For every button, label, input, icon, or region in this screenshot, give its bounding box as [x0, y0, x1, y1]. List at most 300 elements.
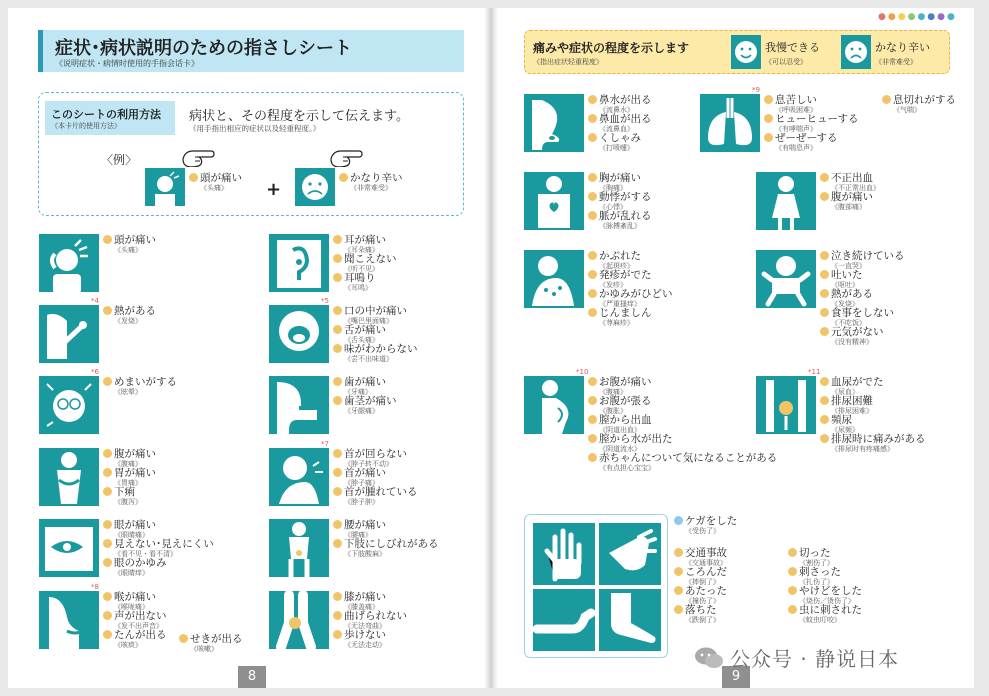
symptom-ja-text: 動悸がする — [599, 191, 652, 203]
bullet-dot-icon — [333, 630, 342, 639]
example-head-icon — [145, 168, 185, 206]
symptom-item — [333, 487, 418, 506]
usage-text: 病状と、その程度を示して伝えます。 — [189, 109, 409, 124]
symptom-ja — [103, 377, 177, 388]
symptom-list-throat-extra — [179, 634, 243, 653]
color-dots: ●●●●●●●● — [878, 12, 957, 22]
symptom-zh: 《起斑疹》 — [599, 262, 634, 270]
symptom-ja-text: 下肢にしびれがある — [344, 538, 439, 550]
symptom-ja-text: 排尿困難 — [831, 395, 873, 407]
symptom-item — [588, 377, 777, 396]
symptom-ja — [333, 325, 418, 336]
rash-icon — [524, 250, 584, 308]
bullet-dot-icon — [588, 289, 597, 298]
symptom-zh: 《荨麻疹》 — [599, 319, 634, 327]
symptom-ja — [820, 251, 905, 262]
usage-text-zh: 《用手指出相应的症状以及轻重程度。》 — [189, 124, 321, 133]
symptom-list-throat — [103, 592, 167, 649]
symptom-item — [674, 548, 727, 567]
example-symptom-zh: 《头痛》 — [200, 184, 228, 192]
knee-icon — [269, 591, 329, 649]
symptom-ja — [333, 520, 439, 531]
symptom-ja-text: 息苦しい — [775, 94, 817, 106]
symptom-item — [333, 273, 397, 292]
symptom-zh: 《头痛》 — [114, 246, 142, 254]
page-title: 症状･病状説明のための指さしシート — [55, 38, 352, 59]
symptom-item — [588, 434, 777, 453]
symptom-ja-text: 歯茎が痛い — [344, 395, 397, 407]
symptom-zh: 《流鼻血》 — [599, 125, 634, 133]
bullet-dot-icon — [674, 586, 683, 595]
footnote-mark: *8 — [91, 583, 99, 591]
symptom-ja — [674, 586, 727, 597]
symptom-item — [333, 396, 397, 415]
symptom-ja-text: 血尿がでた — [831, 376, 884, 388]
symptom-zh: 《脖子转不动》 — [344, 460, 393, 468]
throat-icon — [39, 591, 99, 649]
degree-title: 痛みや症状の程度を示します — [533, 41, 690, 55]
symptom-zh: 《胃痛》 — [114, 479, 142, 487]
symptom-ja — [588, 415, 777, 426]
bullet-dot-icon — [588, 377, 597, 386]
wechat-icon — [694, 646, 724, 670]
tooth-icon — [269, 376, 329, 434]
symptom-item — [882, 95, 956, 114]
symptom-ja — [820, 173, 880, 184]
symptom-item — [103, 630, 167, 649]
symptom-ja — [588, 396, 777, 407]
symptom-ja — [588, 211, 652, 222]
bullet-dot-icon — [103, 487, 112, 496]
symptom-ja — [333, 396, 397, 407]
bullet-dot-icon — [820, 377, 829, 386]
example-degree — [339, 173, 403, 192]
symptom-zh: 《没有精神》 — [831, 338, 873, 346]
degree-hard-zh: 《非常难受》 — [875, 58, 917, 66]
symptom-ja-text: 腹が痛い — [114, 448, 156, 460]
bullet-dot-icon — [588, 192, 597, 201]
symptom-ja-text: めまいがする — [114, 376, 177, 388]
symptom-ja-text: お腹が張る — [599, 395, 652, 407]
symptom-ja-text: 熱がある — [114, 305, 156, 317]
symptom-ja-text: 曲げられない — [344, 610, 407, 622]
symptom-ja — [333, 273, 397, 284]
symptom-ja — [103, 487, 156, 498]
symptom-item — [820, 173, 880, 192]
symptom-ja-text: 見えない･見えにくい — [114, 538, 214, 550]
bullet-dot-icon — [333, 344, 342, 353]
bullet-dot-icon — [333, 377, 342, 386]
symptom-ja-text: 喉が痛い — [114, 591, 156, 603]
bullet-dot-icon — [882, 95, 891, 104]
symptom-ja — [333, 377, 397, 388]
symptom-ja-text: 交通事故 — [685, 547, 727, 559]
smile-face-icon — [731, 35, 761, 69]
symptom-item — [103, 306, 156, 325]
symptom-ja-text: 鼻血が出る — [599, 113, 652, 125]
symptom-ja — [103, 539, 214, 550]
symptom-item — [103, 539, 214, 558]
symptom-zh: 《发烧》 — [831, 300, 859, 308]
pointing-hand-icon-2 — [329, 145, 363, 167]
bullet-dot-icon — [788, 548, 797, 557]
symptom-zh: 《有哮喘声》 — [775, 125, 817, 133]
symptom-ja-text: 腰が痛い — [344, 519, 386, 531]
bullet-dot-icon — [820, 434, 829, 443]
symptom-item — [788, 548, 862, 567]
arm-icon — [533, 589, 595, 651]
symptom-zh: 《眼睛痛》 — [114, 531, 149, 539]
bullet-dot-icon — [588, 434, 597, 443]
symptom-item — [674, 586, 727, 605]
symptom-ja — [788, 605, 862, 616]
injury-box — [524, 514, 668, 658]
symptom-item — [333, 449, 418, 468]
symptom-zh: 《有点担心宝宝》 — [599, 464, 655, 472]
symptom-list-woman — [820, 173, 880, 211]
symptom-item — [588, 396, 777, 415]
symptom-zh: 《腹泻》 — [114, 498, 142, 506]
symptom-zh: 《脉搏紊乱》 — [599, 222, 641, 230]
example-symptom — [189, 173, 242, 192]
symptom-ja — [820, 289, 905, 300]
symptom-item — [788, 567, 862, 586]
symptom-ja — [333, 254, 397, 265]
injury-list-2 — [788, 548, 862, 624]
symptom-ja — [764, 114, 858, 125]
footnote-mark: *5 — [321, 297, 329, 305]
symptom-item — [333, 630, 407, 649]
symptom-ja — [333, 630, 407, 641]
symptom-ja — [588, 192, 652, 203]
symptom-ja-text: かぶれた — [599, 250, 641, 262]
bullet-dot-icon — [333, 396, 342, 405]
symptom-zh: 《阴道出血》 — [599, 426, 641, 434]
symptom-ja-text: たんが出る — [114, 629, 167, 641]
symptom-item — [103, 377, 177, 396]
bullet-dot-icon — [788, 586, 797, 595]
symptom-item — [333, 344, 418, 363]
bullet-dot-icon — [103, 235, 112, 244]
bullet-dot-icon — [674, 548, 683, 557]
usage-title: このシートの利用方法 — [51, 108, 161, 121]
example-symptom-ja: 頭が痛い — [200, 172, 242, 184]
example-degree-ja: かなり辛い — [350, 172, 403, 184]
bullet-dot-icon — [820, 173, 829, 182]
symptom-ja-text: 排尿時に痛みがある — [831, 433, 926, 445]
symptom-zh: 《耳鸣》 — [344, 284, 372, 292]
symptom-ja-text: 胃が痛い — [114, 467, 156, 479]
symptom-ja-text: 吐いた — [831, 269, 863, 281]
bullet-dot-icon — [333, 235, 342, 244]
symptom-item — [820, 308, 905, 327]
bullet-dot-icon — [103, 449, 112, 458]
symptom-ja-text: 首が腫れている — [344, 486, 418, 498]
symptom-ja-text: ころんだ — [685, 566, 727, 578]
degree-band — [524, 30, 950, 74]
symptom-ja — [820, 415, 926, 426]
bullet-dot-icon — [588, 396, 597, 405]
symptom-item — [103, 449, 156, 468]
symptom-ja — [333, 235, 397, 246]
symptom-zh: 《不吃饭》 — [831, 319, 866, 327]
symptom-item — [588, 95, 652, 114]
baby-icon — [756, 250, 816, 308]
degree-title-zh: 《指出症状轻重程度》 — [533, 58, 603, 66]
bladder-icon — [756, 376, 816, 434]
hand-back-icon — [599, 523, 661, 585]
symptom-item — [588, 211, 652, 230]
symptom-item — [820, 192, 880, 211]
symptom-ja-text: 膣から出血 — [599, 414, 652, 426]
bullet-dot-icon — [333, 592, 342, 601]
symptom-ja — [103, 611, 167, 622]
symptom-ja-text: 首が回らない — [344, 448, 407, 460]
symptom-zh: 《有喘息声》 — [775, 144, 817, 152]
symptom-item — [588, 453, 777, 472]
symptom-item — [820, 396, 926, 415]
bullet-dot-icon — [674, 605, 683, 614]
symptom-list-tooth — [333, 377, 397, 415]
symptom-item — [333, 254, 397, 273]
symptom-list-head — [103, 235, 156, 254]
symptom-item — [103, 592, 167, 611]
symptom-ja-text: じんましん — [599, 307, 652, 319]
symptom-ja-text: 歯が痛い — [344, 376, 386, 388]
symptom-ja — [333, 592, 407, 603]
usage-box — [38, 92, 464, 216]
footnote-mark: *4 — [91, 297, 99, 305]
symptom-zh: 《咳痰》 — [114, 641, 142, 649]
symptom-zh: 《胸痛》 — [599, 184, 627, 192]
symptom-ja — [103, 468, 156, 479]
injury-zh: 《受伤了》 — [685, 527, 720, 535]
symptom-list-neck — [333, 449, 418, 506]
symptom-zh: 《撞伤了》 — [685, 597, 720, 605]
symptom-item — [764, 95, 858, 114]
bullet-dot-icon — [588, 270, 597, 279]
bullet-dot-icon — [588, 415, 597, 424]
symptom-zh: 《下肢酸麻》 — [344, 550, 386, 558]
symptom-ja-text: 耳が痛い — [344, 234, 386, 246]
page-number: 8 — [238, 666, 266, 688]
symptom-ja-text: 歩けない — [344, 629, 386, 641]
symptom-item — [764, 114, 858, 133]
symptom-list-chest — [588, 173, 652, 230]
symptom-item — [179, 634, 243, 653]
symptom-ja-text: 声が出ない — [114, 610, 167, 622]
symptom-item — [588, 270, 673, 289]
bullet-dot-icon — [189, 173, 198, 182]
symptom-ja-text: かゆみがひどい — [599, 288, 673, 300]
bullet-dot-icon — [103, 468, 112, 477]
symptom-ja — [764, 95, 858, 106]
symptom-item — [588, 415, 777, 434]
symptom-ja-text: お腹が痛い — [599, 376, 652, 388]
symptom-ja-text: くしゃみ — [599, 132, 641, 144]
symptom-ja-text: 息切れがする — [893, 94, 956, 106]
injury-list-1 — [674, 548, 727, 624]
degree-ok-ja: 我慢できる — [765, 41, 820, 54]
symptom-ja — [103, 235, 156, 246]
symptom-ja — [179, 634, 243, 645]
symptom-ja — [103, 592, 167, 603]
symptom-zh: 《无法弯曲》 — [344, 622, 386, 630]
bullet-dot-icon — [333, 325, 342, 334]
bullet-dot-icon — [179, 634, 188, 643]
symptom-item — [333, 539, 439, 558]
symptom-zh: 《不正常出血》 — [831, 184, 880, 192]
symptom-zh: 《蚊虫叮咬》 — [799, 616, 841, 624]
symptom-zh: 《脖子痛》 — [344, 479, 379, 487]
bullet-dot-icon — [103, 539, 112, 548]
symptom-ja-text: 不正出血 — [831, 172, 873, 184]
injury-ja: ケガをした — [685, 515, 738, 527]
bullet-dot-icon — [333, 254, 342, 263]
symptom-zh: 《排尿困难》 — [831, 407, 873, 415]
symptom-item — [588, 289, 673, 308]
woman-icon — [756, 172, 816, 230]
chest-icon — [524, 172, 584, 230]
symptom-zh: 《严重搔痒》 — [599, 300, 641, 308]
symptom-item — [103, 611, 167, 630]
eye-icon — [39, 519, 99, 577]
symptom-ja-text: 脈が乱れる — [599, 210, 652, 222]
pointing-hand-icon — [181, 145, 215, 167]
symptom-ja-text: 耳鳴り — [344, 272, 376, 284]
symptom-item — [588, 173, 652, 192]
bullet-dot-icon — [333, 487, 342, 496]
symptom-list-fever — [103, 306, 156, 325]
symptom-zh: 《扎伤了》 — [799, 578, 834, 586]
symptom-item — [333, 377, 397, 396]
bullet-dot-icon — [588, 308, 597, 317]
symptom-zh: 《阴道流水》 — [599, 445, 641, 453]
foot-icon — [599, 589, 661, 651]
symptom-ja — [103, 520, 214, 531]
symptom-ja — [333, 449, 418, 460]
symptom-ja-text: 頭が痛い — [114, 234, 156, 246]
bullet-dot-icon — [103, 377, 112, 386]
symptom-ja-text: 熱がある — [831, 288, 873, 300]
symptom-zh: 《尿血》 — [831, 388, 859, 396]
symptom-ja-text: 眼が痛い — [114, 519, 156, 531]
symptom-list-dizzy — [103, 377, 177, 396]
symptom-ja-text: 下痢 — [114, 486, 135, 498]
symptom-ja-text: 頻尿 — [831, 414, 852, 426]
symptom-ja-text: 鼻水が出る — [599, 94, 652, 106]
symptom-ja-text: 刺さった — [799, 566, 841, 578]
back-icon — [269, 519, 329, 577]
symptom-item — [788, 586, 862, 605]
symptom-list-urine — [820, 377, 926, 453]
symptom-ja-text: 赤ちゃんについて気になることがある — [599, 452, 778, 464]
symptom-item — [674, 567, 727, 586]
symptom-ja-text: 首が痛い — [344, 467, 386, 479]
page-title-zh: 《说明症状・病情时使用的手指会话卡》 — [55, 59, 199, 68]
watermark-text: 公众号 · 静说日本 — [730, 647, 900, 671]
symptom-item — [333, 611, 407, 630]
symptom-item — [820, 327, 905, 346]
thermometer-icon — [39, 305, 99, 363]
symptom-list-waist — [333, 520, 439, 558]
footnote-mark: *11 — [808, 368, 821, 376]
example-label: 〈例〉 — [101, 153, 138, 167]
symptom-item — [333, 520, 439, 539]
bullet-dot-icon — [333, 539, 342, 548]
symptom-item — [674, 605, 727, 624]
dizzy-icon — [39, 376, 99, 434]
symptom-ja — [820, 377, 926, 388]
neck-icon — [269, 448, 329, 506]
symptom-ja-text: 虫に刺された — [799, 604, 862, 616]
symptom-list-eye — [103, 520, 214, 577]
stomach-icon — [39, 448, 99, 506]
symptom-ja-text: 元気がない — [831, 326, 884, 338]
bullet-dot-icon — [333, 306, 342, 315]
symptom-ja — [333, 539, 439, 550]
bullet-dot-icon — [103, 558, 112, 567]
left-title-band — [38, 30, 464, 72]
symptom-zh: 《流鼻水》 — [599, 106, 634, 114]
symptom-zh: 《牙龈痛》 — [344, 407, 379, 415]
symptom-ja — [588, 114, 652, 125]
bullet-dot-icon — [103, 520, 112, 529]
symptom-zh: 《腹痛》 — [599, 388, 627, 396]
bullet-dot-icon — [103, 306, 112, 315]
bullet-dot-icon — [764, 133, 773, 142]
bullet-dot-icon — [820, 327, 829, 336]
symptom-ja — [588, 133, 652, 144]
symptom-item — [103, 558, 214, 577]
symptom-ja — [103, 558, 214, 569]
symptom-zh: 《眩晕》 — [114, 388, 142, 396]
bullet-dot-icon — [588, 114, 597, 123]
symptom-ja — [333, 344, 418, 355]
symptom-item — [103, 487, 156, 506]
footnote-mark: *6 — [91, 368, 99, 376]
symptom-zh: 《腰痛》 — [344, 531, 372, 539]
bullet-dot-icon — [588, 95, 597, 104]
bullet-dot-icon — [674, 567, 683, 576]
symptom-item — [820, 377, 926, 396]
bullet-dot-icon — [103, 592, 112, 601]
symptom-ja — [788, 586, 862, 597]
symptom-item — [764, 133, 858, 152]
symptom-ja-text: 発疹がでた — [599, 269, 652, 281]
symptom-ja-text: あたった — [685, 585, 727, 597]
symptom-list-lung-extra — [882, 95, 956, 114]
symptom-item — [788, 605, 862, 624]
symptom-item — [588, 308, 673, 327]
symptom-ja — [674, 567, 727, 578]
symptom-ja-text: 腹が痛い — [831, 191, 873, 203]
injury-main — [674, 516, 737, 535]
bullet-dot-icon — [764, 114, 773, 123]
symptom-ja — [103, 449, 156, 460]
symptom-item — [588, 192, 652, 211]
symptom-ja — [788, 567, 862, 578]
symptom-item — [820, 415, 926, 434]
symptom-zh: 《排尿时有疼痛感》 — [831, 445, 894, 453]
symptom-ja — [820, 308, 905, 319]
symptom-ja — [588, 308, 673, 319]
symptom-ja — [333, 306, 418, 317]
symptom-ja — [588, 95, 652, 106]
symptom-ja — [588, 251, 673, 262]
bullet-dot-icon — [588, 251, 597, 260]
symptom-zh: 《烧伤／烫伤了》 — [799, 597, 855, 605]
